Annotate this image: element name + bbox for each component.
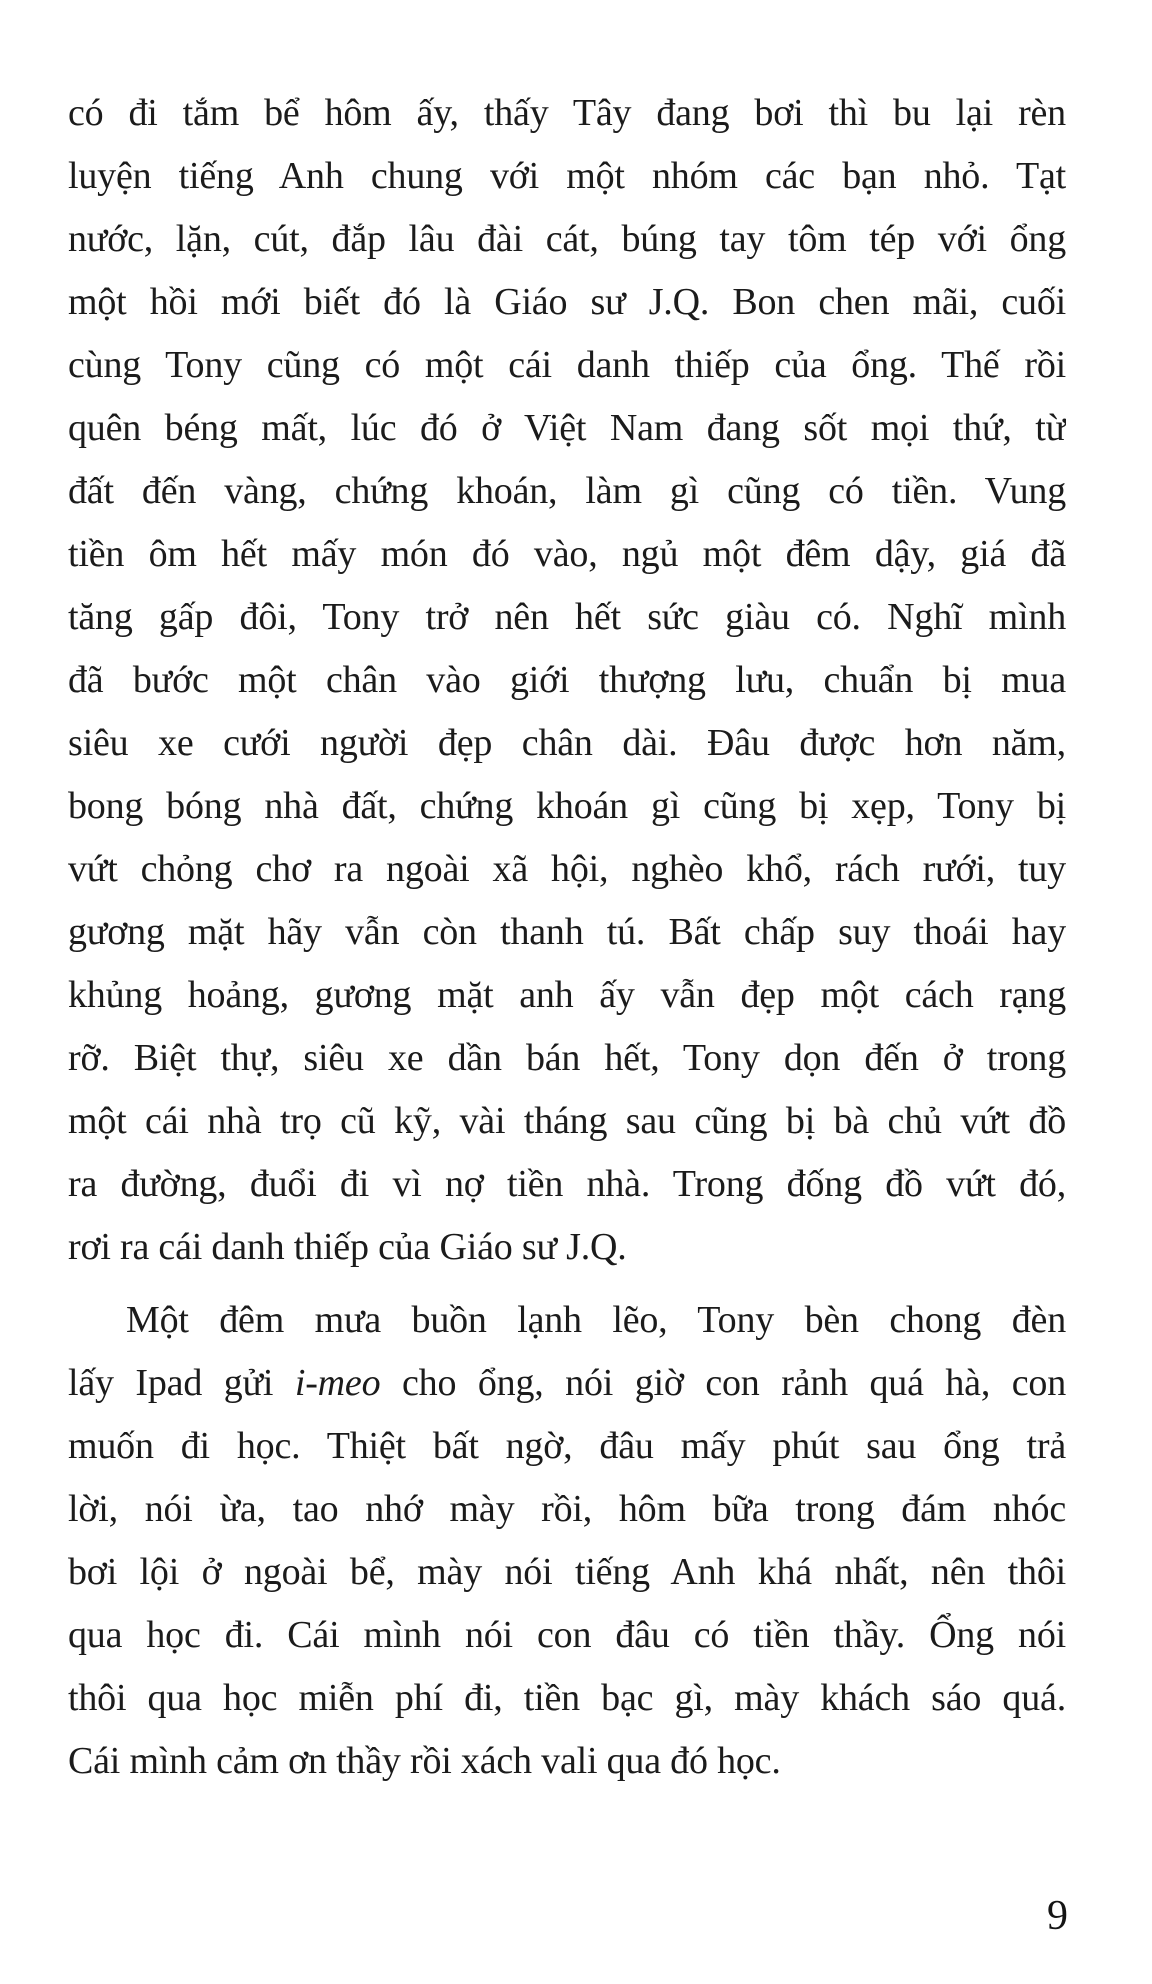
text-line: khủng hoảng, gương mặt anh ấy vẫn đẹp một cách rạng [68, 974, 1066, 1016]
text-segment: cho ổng, nói giờ con rảnh quá hà, con [380, 1362, 1066, 1404]
text-line: cùng Tony cũng có một cái danh thiếp của ổng. Thế rồi [68, 344, 1066, 386]
text-line: luyện tiếng Anh chung với một nhóm các bạn nhỏ. Tạt [68, 155, 1066, 197]
paragraph-2 [68, 1289, 1066, 1793]
text-line: rơi ra cái danh thiếp của Giáo sư J.Q. [68, 1226, 627, 1268]
text-line: có đi tắm bể hôm ấy, thấy Tây đang bơi thì bu lại rèn [68, 92, 1066, 134]
emphasized-word: i-meo [294, 1362, 381, 1404]
text-line: qua học đi. Cái mình nói con đâu có tiền thầy. Ổng nói [68, 1614, 1066, 1656]
text-segment: lấy Ipad gửi [68, 1362, 295, 1404]
text-line [68, 1352, 1066, 1415]
text-line: gương mặt hãy vẫn còn thanh tú. Bất chấp suy thoái hay [68, 911, 1066, 953]
text-line: quên béng mất, lúc đó ở Việt Nam đang sốt mọi thứ, từ [68, 407, 1066, 449]
text-line: bơi lội ở ngoài bể, mày nói tiếng Anh khá nhất, nên thôi [68, 1551, 1066, 1593]
text-line: một cái nhà trọ cũ kỹ, vài tháng sau cũng bị bà chủ vứt đồ [68, 1100, 1066, 1142]
text-line: tiền ôm hết mấy món đó vào, ngủ một đêm dậy, giá đã [68, 533, 1066, 575]
text-line: đất đến vàng, chứng khoán, làm gì cũng có tiền. Vung [68, 470, 1066, 512]
text-line: rỡ. Biệt thự, siêu xe dần bán hết, Tony dọn đến ở trong [68, 1037, 1066, 1079]
text-line: Cái mình cảm ơn thầy rồi xách vali qua đó học. [68, 1740, 781, 1782]
text-line: bong bóng nhà đất, chứng khoán gì cũng bị xẹp, Tony bị [68, 785, 1066, 827]
text-line: siêu xe cưới người đẹp chân dài. Đâu được hơn năm, [68, 722, 1066, 764]
text-line: ra đường, đuổi đi vì nợ tiền nhà. Trong đống đồ vứt đó, [68, 1163, 1066, 1205]
text-line: tăng gấp đôi, Tony trở nên hết sức giàu có. Nghĩ mình [68, 596, 1066, 638]
page-number: 9 [1047, 1893, 1068, 1939]
body-text [68, 82, 1066, 1793]
text-line: Một đêm mưa buồn lạnh lẽo, Tony bèn chong đèn [126, 1299, 1066, 1341]
paragraph-1 [68, 82, 1066, 1279]
text-line: lời, nói ừa, tao nhớ mày rồi, hôm bữa trong đám nhóc [68, 1488, 1066, 1530]
text-line: nước, lặn, cút, đắp lâu đài cát, búng tay tôm tép với ổng [68, 218, 1066, 260]
text-line: vứt chỏng chơ ra ngoài xã hội, nghèo khổ, rách rưới, tuy [68, 848, 1066, 890]
text-line: thôi qua học miễn phí đi, tiền bạc gì, mày khách sáo quá. [68, 1677, 1066, 1719]
text-line: một hồi mới biết đó là Giáo sư J.Q. Bon chen mãi, cuối [68, 281, 1066, 323]
text-line: đã bước một chân vào giới thượng lưu, chuẩn bị mua [68, 659, 1066, 701]
text-line: muốn đi học. Thiệt bất ngờ, đâu mấy phút sau ổng trả [68, 1425, 1066, 1467]
